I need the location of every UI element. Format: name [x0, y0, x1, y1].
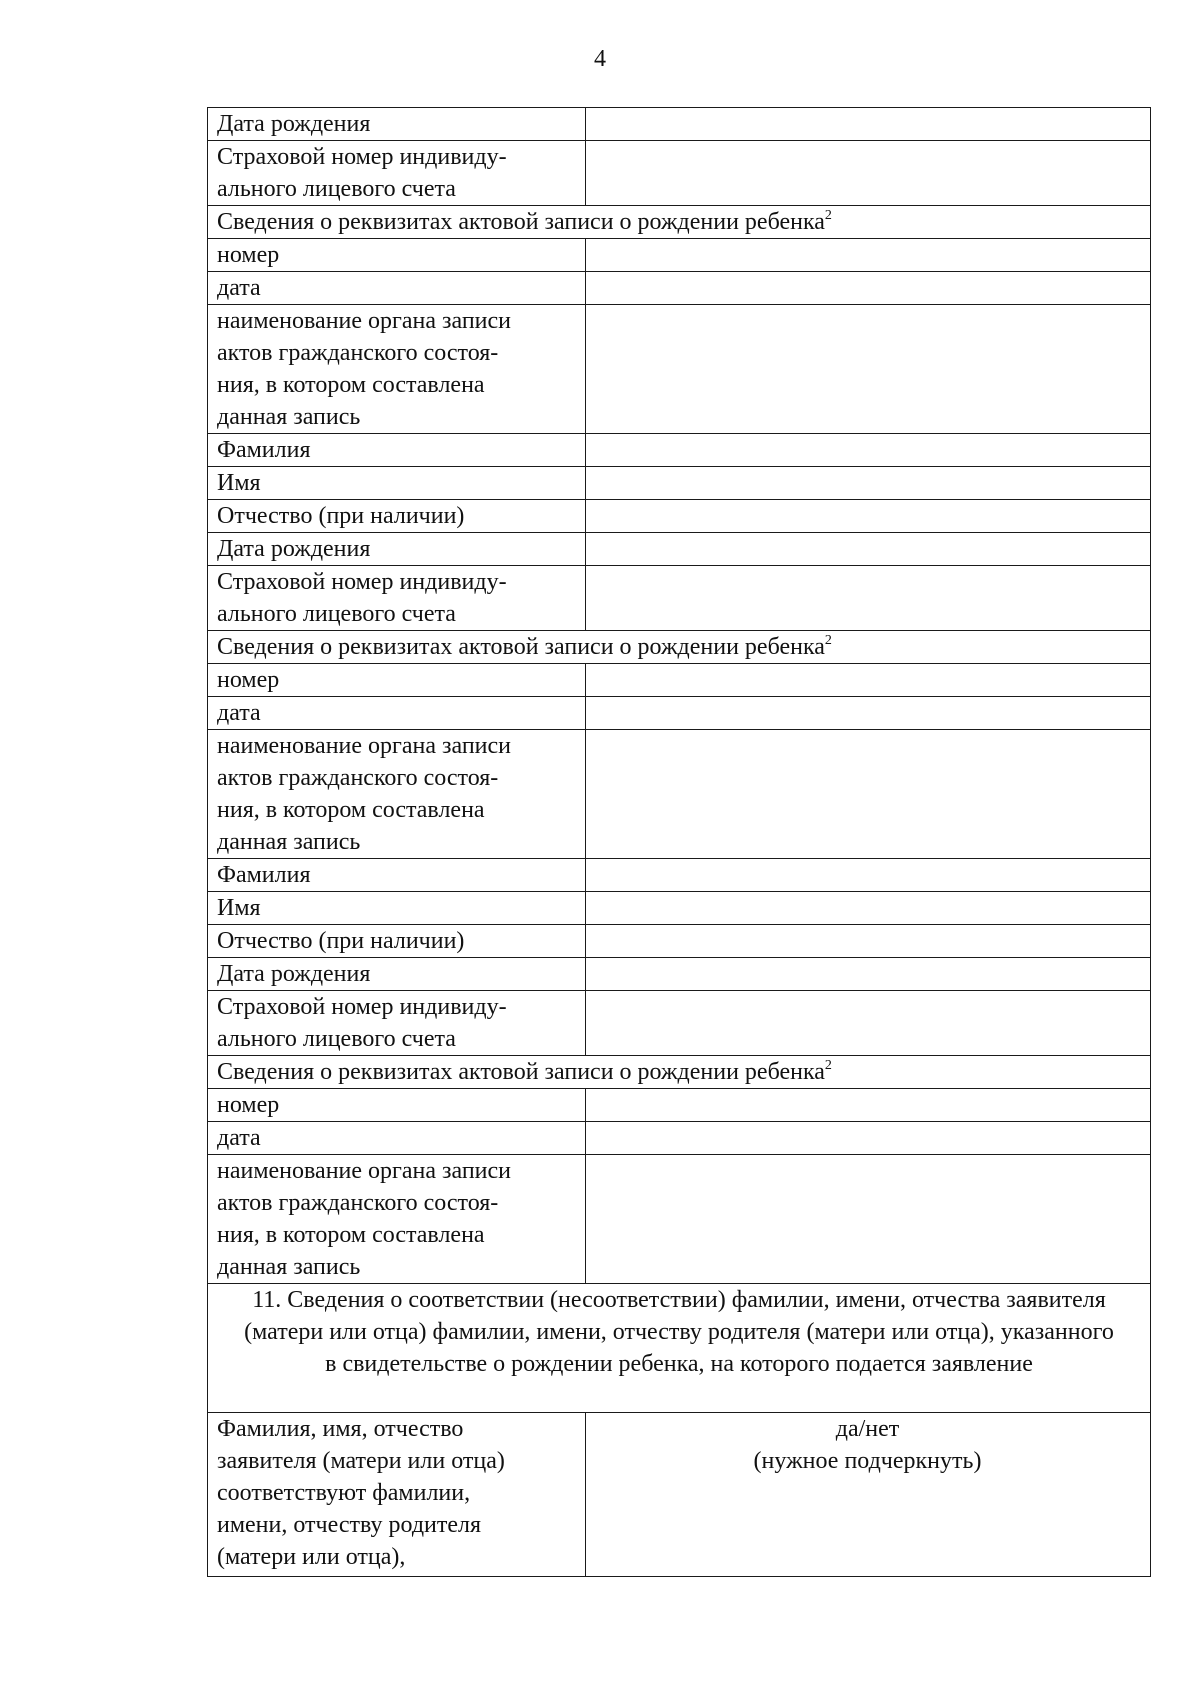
act-record-header-text: Сведения о реквизитах актовой записи о рождении ребенка	[217, 634, 825, 660]
birth-date-label: Дата рождения	[208, 958, 586, 991]
registry-office-field[interactable]	[586, 305, 1151, 434]
table-row	[208, 141, 1151, 206]
act-date-label: дата	[208, 272, 586, 305]
footnote-mark: 2	[824, 1058, 832, 1073]
act-date-label: дата	[208, 697, 586, 730]
table-row	[208, 533, 1151, 566]
registry-office-label: наименование органа записи актов гражданского состоя- ния, в котором составлена данная запись	[208, 305, 586, 434]
snils-field[interactable]	[586, 991, 1151, 1056]
snils-label: Страховой номер индивиду- ального лицевого счета	[208, 991, 586, 1056]
act-date-label: дата	[208, 1122, 586, 1155]
snils-field[interactable]	[586, 141, 1151, 206]
application-form-table	[207, 107, 1151, 1577]
underline-hint: (нужное подчеркнуть)	[753, 1448, 982, 1474]
patronymic-label: Отчество (при наличии)	[208, 500, 586, 533]
last-name-label: Фамилия	[208, 434, 586, 467]
act-record-header	[208, 631, 1151, 664]
last-name-field[interactable]	[586, 859, 1151, 892]
table-row	[208, 958, 1151, 991]
snils-field[interactable]	[586, 566, 1151, 631]
table-row	[208, 305, 1151, 434]
table-row	[208, 206, 1151, 239]
first-name-field[interactable]	[586, 892, 1151, 925]
table-row	[208, 566, 1151, 631]
table-row	[208, 108, 1151, 141]
table-row	[208, 925, 1151, 958]
page-number: 4	[594, 46, 606, 72]
act-date-field[interactable]	[586, 1122, 1151, 1155]
table-row	[208, 1155, 1151, 1284]
table-row	[208, 1089, 1151, 1122]
table-row	[208, 500, 1151, 533]
first-name-field[interactable]	[586, 467, 1151, 500]
table-row	[208, 631, 1151, 664]
last-name-label: Фамилия	[208, 859, 586, 892]
act-record-header	[208, 206, 1151, 239]
snils-label: Страховой номер индивиду- ального лицевого счета	[208, 141, 586, 206]
snils-label: Страховой номер индивиду- ального лицевого счета	[208, 566, 586, 631]
table-row	[208, 859, 1151, 892]
birth-date-label: Дата рождения	[208, 533, 586, 566]
footnote-mark: 2	[824, 208, 832, 223]
first-name-label: Имя	[208, 892, 586, 925]
table-row	[208, 991, 1151, 1056]
registry-office-label: наименование органа записи актов гражданского состоя- ния, в котором составлена данная запись	[208, 730, 586, 859]
act-record-header-text: Сведения о реквизитах актовой записи о рождении ребенка	[217, 1059, 825, 1085]
birth-date-label: Дата рождения	[208, 108, 586, 141]
birth-date-field[interactable]	[586, 108, 1151, 141]
table-row	[208, 434, 1151, 467]
act-record-header	[208, 1056, 1151, 1089]
registry-office-label: наименование органа записи актов гражданского состоя- ния, в котором составлена данная запись	[208, 1155, 586, 1284]
birth-date-field[interactable]	[586, 958, 1151, 991]
table-row	[208, 697, 1151, 730]
table-row	[208, 1284, 1151, 1413]
last-name-field[interactable]	[586, 434, 1151, 467]
act-record-header-text: Сведения о реквизитах актовой записи о рождении ребенка	[217, 209, 825, 235]
yes-no-options[interactable]: да/нет	[835, 1416, 900, 1442]
patronymic-field[interactable]	[586, 925, 1151, 958]
act-number-label: номер	[208, 664, 586, 697]
table-row	[208, 892, 1151, 925]
table-row	[208, 664, 1151, 697]
table-row	[208, 1413, 1151, 1577]
table-row	[208, 467, 1151, 500]
table-row	[208, 1122, 1151, 1155]
table-row	[208, 239, 1151, 272]
act-date-field[interactable]	[586, 272, 1151, 305]
act-number-field[interactable]	[586, 1089, 1151, 1122]
footnote-mark: 2	[824, 633, 832, 648]
patronymic-field[interactable]	[586, 500, 1151, 533]
act-number-field[interactable]	[586, 239, 1151, 272]
registry-office-field[interactable]	[586, 730, 1151, 859]
birth-date-field[interactable]	[586, 533, 1151, 566]
act-number-label: номер	[208, 1089, 586, 1122]
act-number-field[interactable]	[586, 664, 1151, 697]
name-match-answer[interactable]	[586, 1413, 1151, 1577]
section-11-title: 11. Сведения о соответствии (несоответствии) фамилии, имени, отчества заявителя (матери или отца) фамилии, имени, отчеству родителя (матери или отца), указанного в свидетельстве о рождении ребенка, на которого подается заявление	[208, 1284, 1151, 1413]
table-row	[208, 1056, 1151, 1089]
registry-office-field[interactable]	[586, 1155, 1151, 1284]
patronymic-label: Отчество (при наличии)	[208, 925, 586, 958]
table-row	[208, 272, 1151, 305]
name-match-question: Фамилия, имя, отчество заявителя (матери или отца) соответствуют фамилии, имени, отчеству родителя (матери или отца),	[208, 1413, 586, 1577]
table-row	[208, 730, 1151, 859]
act-date-field[interactable]	[586, 697, 1151, 730]
first-name-label: Имя	[208, 467, 586, 500]
act-number-label: номер	[208, 239, 586, 272]
